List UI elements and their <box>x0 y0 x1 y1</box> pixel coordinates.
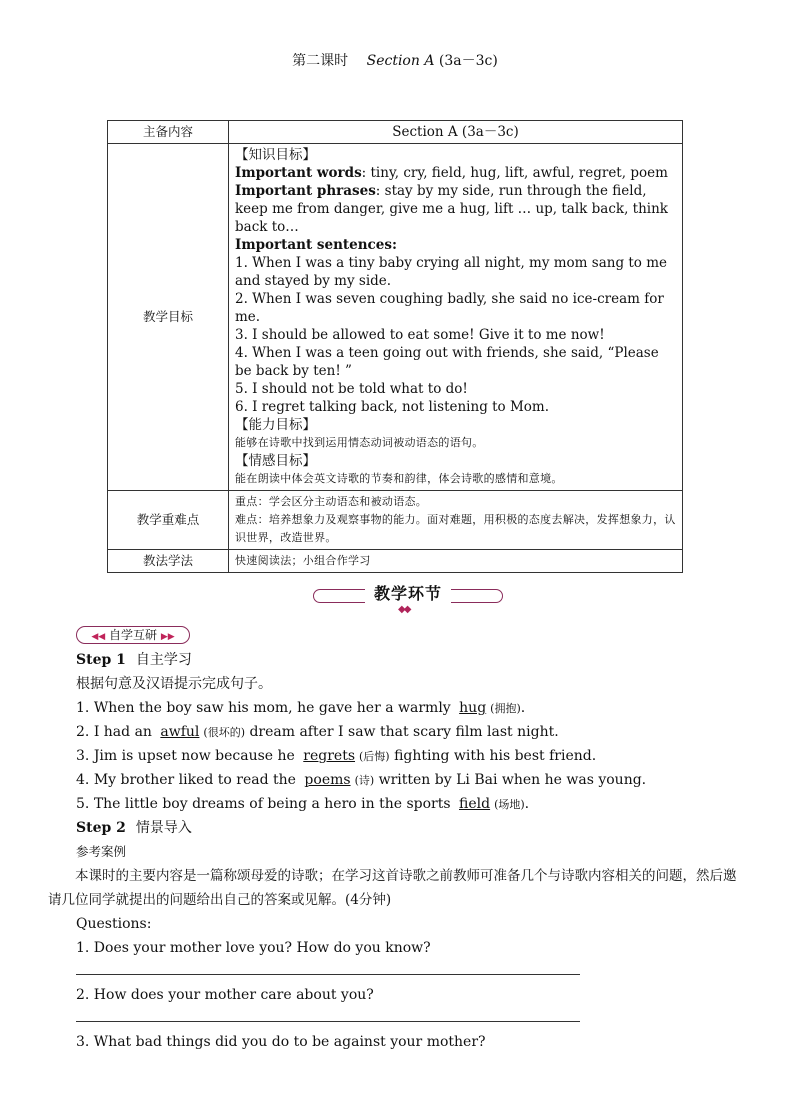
emotion-text: 能在朗读中体会英文诗歌的节奏和韵律，体会诗歌的感情和意境。 <box>235 472 563 485</box>
item-text: written by Li Bai when he was young. <box>378 772 647 788</box>
sentence-item: 4. When I was a teen going out with friends, she said, “Please be back by ten! ” <box>235 345 659 379</box>
important-words <box>235 164 676 182</box>
step-2-subtitle: 情景导入 <box>135 820 192 836</box>
item-text: . <box>524 796 530 812</box>
answer-blank: poems <box>304 772 351 788</box>
self-study-pill <box>76 626 190 644</box>
goals-label: 教学目标 <box>108 144 229 491</box>
exercise-item <box>76 792 746 816</box>
page-title <box>0 50 790 70</box>
important-phrases <box>235 182 676 236</box>
sentence-item: 3. I should be allowed to eat some! Give it to me now! <box>235 327 605 343</box>
step-1-title: Step 1 <box>76 652 126 668</box>
exercise-item <box>76 768 746 792</box>
table-row <box>108 121 683 144</box>
sentence-item: 6. I regret talking back, not listening to Mom. <box>235 399 550 415</box>
item-text: The little boy dreams of being a hero in the sports <box>93 796 451 812</box>
section-range: (3a－3c) <box>438 53 498 69</box>
phrases-label: Important phrases <box>235 183 376 199</box>
double-chevron-right-icon: ▶▶ <box>160 632 175 642</box>
question-item: 1. Does your mother love you? How do you know? <box>76 940 431 956</box>
emotion-tag: 【情感目标】 <box>235 453 316 469</box>
answer-blank: awful <box>160 724 200 740</box>
ability-tag: 【能力目标】 <box>235 417 316 433</box>
table-row <box>108 550 683 573</box>
question-item: 3. What bad things did you do to be against your mother? <box>76 1034 486 1050</box>
item-number: 3. <box>76 748 90 764</box>
pill-label: 自学互研 <box>108 628 157 642</box>
case-paragraph: 本课时的主要内容是一篇称颂母爱的诗歌；在学习这首诗歌之前教师可准备几个与诗歌内容相关的问题，然后邀请几位同学就提出的问题给出自己的答案或见解。(4分钟) <box>48 868 737 908</box>
exercise-item <box>76 720 746 744</box>
item-text: My brother liked to read the <box>93 772 296 788</box>
item-text: fighting with his best friend. <box>394 748 597 764</box>
item-text: When the boy saw his mom, he gave her a warmly <box>93 700 451 716</box>
step-1-heading <box>76 648 746 672</box>
item-text: . <box>520 700 526 716</box>
case-label: 参考案例 <box>76 844 127 859</box>
exercise-item <box>76 696 746 720</box>
answer-blank: field <box>459 796 491 812</box>
double-chevron-left-icon: ◀◀ <box>91 632 106 642</box>
step-2-heading <box>76 816 746 840</box>
content-label: 主备内容 <box>108 121 229 144</box>
table-row <box>108 144 683 491</box>
content-value: Section A (3a－3c) <box>229 121 683 144</box>
key-point: 重点：学会区分主动语态和被动语态。 <box>235 495 428 508</box>
difficulty-cell <box>229 491 683 550</box>
sentences-label: Important sentences: <box>235 237 397 253</box>
knowledge-tag: 【知识目标】 <box>235 147 316 163</box>
banner-title: 教学环节 <box>365 582 451 606</box>
item-text: I had an <box>93 724 152 740</box>
item-number: 2. <box>76 724 90 740</box>
question-item: 2. How does your mother care about you? <box>76 987 374 1003</box>
table-row <box>108 491 683 550</box>
step-2-title: Step 2 <box>76 820 126 836</box>
sentence-item: 5. I should not be told what to do! <box>235 381 468 397</box>
item-hint: (场地) <box>494 798 525 811</box>
item-hint: (拥抱) <box>490 702 521 715</box>
step-1-subtitle: 自主学习 <box>135 652 192 668</box>
diamond-ornament-icon: ◆◆ <box>398 604 410 615</box>
answer-blank: hug <box>459 700 487 716</box>
section-label: Section A <box>366 53 435 69</box>
answer-blank: regrets <box>303 748 356 764</box>
lesson-label: 第二课时 <box>292 53 349 69</box>
item-hint: (诗) <box>354 774 375 787</box>
phrases-list: : stay by my side, run through the field, keep me from danger, give me a hug, lift … up, talk back, think back to… <box>235 183 668 235</box>
exercise-item <box>76 744 746 768</box>
difficulty-label: 教学重难点 <box>108 491 229 550</box>
step-1-instruction: 根据句意及汉语提示完成句子。 <box>76 676 272 692</box>
method-value: 快速阅读法；小组合作学习 <box>229 550 683 573</box>
ability-text: 能够在诗歌中找到运用情态动词被动语态的语句。 <box>235 436 484 449</box>
section-banner <box>313 582 503 616</box>
item-hint: (很坏的) <box>203 726 245 739</box>
words-label: Important words <box>235 165 362 181</box>
sentence-item: 2. When I was seven coughing badly, she said no ice-cream for me. <box>235 291 664 325</box>
goals-cell <box>229 144 683 491</box>
item-number: 4. <box>76 772 90 788</box>
item-number: 1. <box>76 700 90 716</box>
lesson-plan-table <box>107 120 683 573</box>
item-text: dream after I saw that scary film last night. <box>249 724 559 740</box>
answer-line <box>76 1021 580 1022</box>
method-label: 教法学法 <box>108 550 229 573</box>
hard-point: 难点：培养想象力及观察事物的能力。面对难题，用积极的态度去解决，发挥想象力，认识世界，改造世界。 <box>235 513 676 544</box>
words-list: : tiny, cry, field, hug, lift, awful, regret, poem <box>361 165 668 181</box>
sentence-item: 1. When I was a tiny baby crying all night, my mom sang to me and stayed by my side. <box>235 255 668 289</box>
activity-body <box>48 648 746 1054</box>
item-hint: (后悔) <box>359 750 390 763</box>
answer-line <box>76 974 580 975</box>
questions-label: Questions: <box>76 916 152 932</box>
item-number: 5. <box>76 796 90 812</box>
item-text: Jim is upset now because he <box>93 748 295 764</box>
